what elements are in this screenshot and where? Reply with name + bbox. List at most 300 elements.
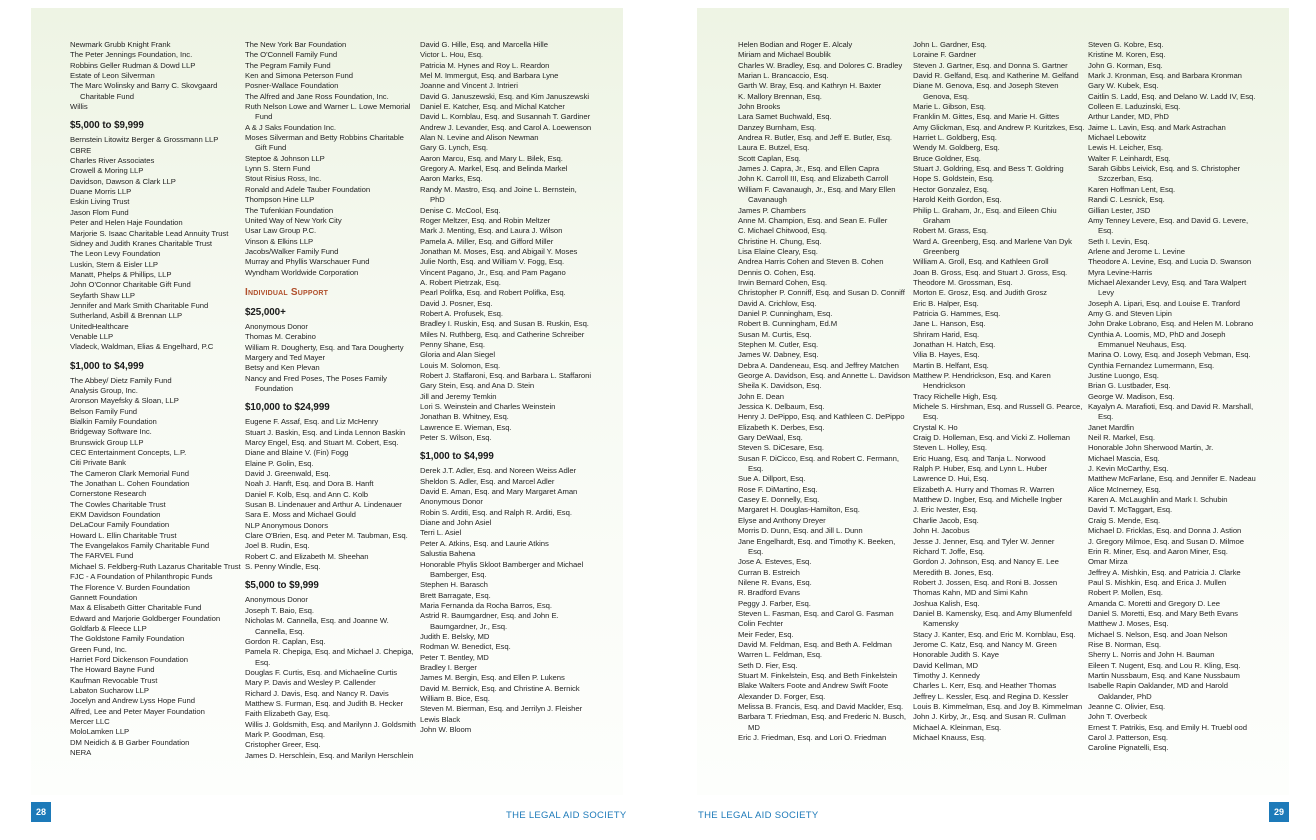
donor-entry: The Tufenkian Foundation bbox=[245, 205, 334, 215]
donor-entry: Alexander D. Forger, Esq. bbox=[738, 691, 826, 701]
donor-entry: Rodman W. Benedict, Esq. bbox=[420, 642, 511, 652]
donor-entry: Martin Nussbaum, Esq. and Kane Nussbaum bbox=[1088, 670, 1240, 680]
donor-entry: Mark J. Kronman, Esq. and Barbara Kronman bbox=[1088, 71, 1242, 81]
donor-entry: The Cameron Clark Memorial Fund bbox=[70, 468, 189, 478]
donor-entry: Stacy J. Kanter, Esq. and Eric M. Kornblau, Esq. bbox=[913, 629, 1076, 639]
donor-entry: Steven M. Bierman, Esq. and Jerrilyn J. Fleisher bbox=[420, 704, 583, 714]
donor-entry: Michael Alexander Levy, Esq. and Tara Walpert Levy bbox=[1088, 277, 1247, 298]
donor-entry: Betsy and Ken Plevan bbox=[245, 363, 320, 373]
donor-entry: David Kellman, MD bbox=[913, 660, 978, 670]
donor-entry: Peter T. Bentley, MD bbox=[420, 652, 489, 662]
donor-entry: CBRE bbox=[70, 145, 92, 155]
donor-entry: Duane Morris LLP bbox=[70, 187, 132, 197]
donor-entry: Harriet L. Goldberg, Esq. bbox=[913, 133, 997, 143]
donor-entry: Amy G. and Steven Lipin bbox=[1088, 308, 1172, 318]
donor-entry: Jerome C. Katz, Esq. and Nancy M. Green bbox=[913, 639, 1057, 649]
donor-entry: Warren L. Feldman, Esq. bbox=[738, 650, 823, 660]
donor-column-3 bbox=[420, 40, 592, 735]
donor-entry: Nicholas M. Cannella, Esq. and Joanne W. Cannella, Esq. bbox=[245, 616, 389, 636]
donor-entry: Robert J. Jossen, Esq. and Roni B. Jossen bbox=[913, 577, 1058, 587]
donor-entry: Steptoe & Johnson LLP bbox=[245, 153, 325, 163]
donor-entry: Eileen T. Nugent, Esq. and Lou R. Kling, Esq. bbox=[1088, 660, 1241, 670]
donor-entry: Peter A. Atkins, Esq. and Laurie Atkins bbox=[420, 538, 549, 548]
donor-entry: Labaton Sucharow LLP bbox=[70, 685, 149, 695]
donor-entry: Bradley I. Ruskin, Esq. and Susan B. Ruskin, Esq. bbox=[420, 319, 589, 329]
donor-entry: Janet Mardfin bbox=[1088, 422, 1134, 432]
donor-entry: Joan B. Gross, Esq. and Stuart J. Gross, Esq. bbox=[913, 267, 1068, 277]
donor-entry: NLP Anonymous Donors bbox=[245, 520, 329, 530]
donor-entry: George W. Madison, Esq. bbox=[1088, 391, 1175, 401]
donor-entry: Ralph P. Huber, Esq. and Lynn L. Huber bbox=[913, 464, 1047, 474]
donor-entry: Michael S. Feldberg-Ruth Lazarus Charitable Trust bbox=[70, 561, 241, 571]
donor-entry: Randi C. Lesnick, Esq. bbox=[1088, 195, 1165, 205]
donor-entry: Stephen M. Cutler, Esq. bbox=[738, 339, 819, 349]
donor-entry: Jeffrey L. Kessler, Esq. and Regina D. Kessler bbox=[913, 691, 1069, 701]
donor-entry: Pamela R. Chepiga, Esq. and Michael J. Chepiga, Esq. bbox=[245, 647, 414, 667]
donor-entry: Jason Flom Fund bbox=[70, 207, 129, 217]
donor-entry: Eskin Living Trust bbox=[70, 197, 130, 207]
donor-entry: Peggy J. Farber, Esq. bbox=[738, 598, 811, 608]
left-page bbox=[31, 8, 623, 795]
donor-entry: Jeanne C. Olivier, Esq. bbox=[1088, 702, 1166, 711]
donor-entry: Charles River Associates bbox=[70, 156, 155, 166]
donor-entry: Cornerstone Research bbox=[70, 489, 147, 499]
donor-entry: Edward and Marjorie Goldberger Foundation bbox=[70, 613, 221, 623]
donor-entry: Danzey Burnham, Esq. bbox=[738, 122, 817, 132]
donor-entry: David L. Kornblau, Esq. and Susannah T. Gardiner bbox=[420, 112, 591, 122]
donor-entry: Paul S. Mishkin, Esq. and Erica J. Mullen bbox=[1088, 577, 1227, 587]
donor-entry: Steven L. Holley, Esq. bbox=[913, 443, 987, 453]
donor-entry: Andrea Harris Cohen and Steven B. Cohen bbox=[738, 257, 884, 267]
donor-entry: Irwin Bernard Cohen, Esq. bbox=[738, 277, 827, 287]
donor-entry: The O'Connell Family Fund bbox=[245, 50, 338, 60]
donor-entry: Richard J. Davis, Esq. and Nancy R. Davis bbox=[245, 688, 389, 698]
donor-entry: Isabelle Rapin Oaklander, MD and Harold Oaklander, PhD bbox=[1088, 681, 1228, 701]
donor-entry: Brett Barragate, Esq. bbox=[420, 590, 491, 600]
donor-entry: Ken and Simona Peterson Fund bbox=[245, 71, 354, 81]
donor-entry: Steven G. Kobre, Esq. bbox=[1088, 40, 1164, 49]
donor-entry: Joel B. Rudin, Esq. bbox=[245, 541, 310, 551]
donor-entry: Mark J. Menting, Esq. and Laura J. Wilson bbox=[420, 226, 563, 236]
donor-entry: CEC Entertainment Concepts, L.P. bbox=[70, 448, 187, 458]
donor-entry: UnitedHealthcare bbox=[70, 321, 129, 331]
donor-entry: Elizabeth A. Hurry and Thomas R. Warren bbox=[913, 484, 1055, 494]
donor-entry: Meredith B. Jones, Esq. bbox=[913, 567, 994, 577]
donor-entry: Sheldon S. Adler, Esq. and Marcel Adler bbox=[420, 476, 555, 486]
donor-entry: Goldfarb & Fleece LLP bbox=[70, 623, 147, 633]
donor-entry: James P. Chambers bbox=[738, 205, 806, 215]
donor-entry: Gary DeWaal, Esq. bbox=[738, 433, 803, 443]
donor-entry: Richard T. Joffe, Esq. bbox=[913, 546, 985, 556]
donor-entry: Carol J. Patterson, Esq. bbox=[1088, 733, 1168, 743]
donor-column-6 bbox=[1088, 40, 1260, 754]
donor-entry: Marjorie S. Isaac Charitable Lead Annuity Trust bbox=[70, 228, 229, 238]
donor-entry: Blake Walters Foote and Andrew Swift Foote bbox=[738, 681, 889, 691]
donor-entry: David A. Crichlow, Esq. bbox=[738, 298, 817, 308]
donor-entry: Gordon J. Johnson, Esq. and Nancy E. Lee bbox=[913, 557, 1059, 567]
donor-entry: Robert J. Staffaroni, Esq. and Barbara L. Staffaroni bbox=[420, 371, 592, 380]
donor-entry: Ronald and Adele Tauber Foundation bbox=[245, 184, 371, 194]
donor-entry: Eugene F. Assaf, Esq. and Liz McHenry bbox=[245, 417, 379, 427]
donor-entry: Jill and Jeremy Temkin bbox=[420, 391, 497, 401]
donor-entry: Kristine M. Koren, Esq. bbox=[1088, 50, 1166, 60]
donor-entry: Venable LLP bbox=[70, 331, 114, 341]
donor-entry: Vinson & Elkins LLP bbox=[245, 236, 314, 246]
donor-entry: Seyfarth Shaw LLP bbox=[70, 290, 135, 300]
donor-entry: James J. Capra, Jr., Esq. and Ellen Capra bbox=[738, 164, 880, 174]
donor-entry: Peter and Helen Haje Foundation bbox=[70, 218, 183, 228]
donor-entry: Crowell & Moring LLP bbox=[70, 166, 144, 176]
donor-entry: The Peter Jennings Foundation, Inc. bbox=[70, 50, 193, 60]
donor-entry: Max & Elisabeth Gitter Charitable Fund bbox=[70, 603, 202, 613]
donor-entry: John H. Jacobus bbox=[913, 526, 970, 536]
donor-entry: Lawrence D. Hui, Esq. bbox=[913, 474, 989, 484]
donor-entry: Manatt, Phelps & Phillips, LLP bbox=[70, 269, 172, 279]
donor-entry: Douglas F. Curtis, Esq. and Michaeline Curtis bbox=[245, 667, 397, 677]
donor-entry: Terri L. Asiel bbox=[420, 528, 462, 538]
donor-entry: The Pegram Family Fund bbox=[245, 60, 331, 70]
donor-entry: Arthur Lander, MD, PhD bbox=[1088, 112, 1169, 122]
donor-entry: Marie L. Gibson, Esq. bbox=[913, 102, 986, 112]
donor-entry: Sherry L. Norris and John H. Bauman bbox=[1088, 650, 1215, 660]
donor-entry: Louis B. Kimmelman, Esq. and Joy B. Kimmelman bbox=[913, 702, 1083, 711]
donor-entry: Dennis O. Cohen, Esq. bbox=[738, 267, 816, 277]
donor-entry: Mary P. Davis and Wesley P. Callender bbox=[245, 678, 376, 688]
donor-entry: Analysis Group, Inc. bbox=[70, 385, 138, 395]
donor-entry: The Florence V. Burden Foundation bbox=[70, 582, 190, 592]
donor-entry: Susan B. Lindenauer and Arthur A. Lindenauer bbox=[245, 500, 402, 510]
donor-entry: Aronson Mayefsky & Sloan, LLP bbox=[70, 396, 179, 406]
donor-entry: The Goldstone Family Foundation bbox=[70, 634, 185, 644]
donor-entry: Lewis Black bbox=[420, 714, 461, 724]
donor-entry: Murray and Phyllis Warschauer Fund bbox=[245, 257, 370, 267]
donor-entry: Marian L. Brancaccio, Esq. bbox=[738, 71, 829, 81]
donor-entry: Christine H. Chung, Esq. bbox=[738, 236, 822, 246]
donor-entry: Andrew J. Levander, Esq. and Carol A. Loewenson bbox=[420, 122, 592, 132]
donor-entry: Julie North, Esq. and William V. Fogg, Esq. bbox=[420, 257, 565, 267]
donor-entry: Wendy M. Goldberg, Esq. bbox=[913, 143, 1000, 153]
donor-entry: A & J Saks Foundation Inc. bbox=[245, 122, 337, 132]
donor-entry: Bradley I. Berger bbox=[420, 662, 477, 672]
donor-entry: Walter F. Leinhardt, Esq. bbox=[1088, 153, 1171, 163]
donor-entry: Amanda C. Moretti and Gregory D. Lee bbox=[1088, 598, 1220, 608]
donor-entry: David J. Greenwald, Esq. bbox=[245, 469, 331, 479]
donor-entry: Thomas Kahn, MD and Simi Kahn bbox=[913, 588, 1028, 598]
donor-entry: Gannett Foundation bbox=[70, 592, 138, 602]
donor-entry: J. Kevin McCarthy, Esq. bbox=[1088, 464, 1169, 474]
donor-entry: Green Fund, Inc. bbox=[70, 644, 127, 654]
donor-entry: Sutherland, Asbill & Brennan LLP bbox=[70, 311, 183, 321]
donor-entry: Alice McInerney, Esq. bbox=[1088, 484, 1161, 494]
donor-entry: John W. Bloom bbox=[420, 725, 472, 734]
donor-entry: Mel M. Immergut, Esq. and Barbara Lyne bbox=[420, 71, 559, 81]
right-page bbox=[697, 8, 1289, 795]
donor-entry: Garth W. Bray, Esq. and Kathryn H. Baxter bbox=[738, 81, 882, 91]
donor-entry: Steven S. DiCesare, Esq. bbox=[738, 443, 824, 453]
donor-entry: Susan M. Curtis, Esq. bbox=[738, 329, 812, 339]
donor-entry: Joseph T. Baio, Esq. bbox=[245, 605, 314, 615]
donor-entry: Robert P. Mollen, Esq. bbox=[1088, 588, 1163, 598]
donor-entry: Arlene and Jerome L. Levine bbox=[1088, 246, 1185, 256]
donor-entry: John K. Carroll III, Esq. and Elizabeth Carroll bbox=[738, 174, 889, 184]
donor-entry: Seth D. Fier, Esq. bbox=[738, 660, 798, 670]
donor-entry: Caroline Pignatelli, Esq. bbox=[1088, 743, 1169, 753]
donor-entry: J. Gregory Milmoe, Esq. and Susan D. Milmoe bbox=[1088, 536, 1244, 546]
donor-entry: Margaret H. Douglas-Hamilton, Esq. bbox=[738, 505, 860, 515]
donor-entry: Hope S. Goldstein, Esq. bbox=[913, 174, 994, 184]
donor-entry: Ruth Nelson Lowe and Warner L. Lowe Memorial Fund bbox=[245, 102, 411, 122]
donor-entry: Jaime L. Lavin, Esq. and Mark Astrachan bbox=[1088, 122, 1226, 132]
donor-entry: The FARVEL Fund bbox=[70, 551, 134, 561]
donor-entry: Sue A. Dillport, Esq. bbox=[738, 474, 806, 484]
donor-entry: Wyndham Worldwide Corporation bbox=[245, 267, 359, 277]
donor-entry: Sidney and Judith Kranes Charitable Trust bbox=[70, 238, 212, 248]
donor-entry: Moses Silverman and Betty Robbins Charitable Gift Fund bbox=[245, 133, 404, 153]
donor-entry: DeLaCour Family Foundation bbox=[70, 520, 170, 530]
donor-entry: Matthew J. Moses, Esq. bbox=[1088, 619, 1169, 629]
donor-entry: Myra Levine-Harris bbox=[1088, 267, 1153, 277]
donor-entry: Aaron Marks, Esq. bbox=[420, 174, 483, 184]
donor-entry: Robbins Geller Rudman & Dowd LLP bbox=[70, 60, 196, 70]
donor-entry: Nancy and Fred Poses, The Poses Family Foundation bbox=[245, 373, 387, 393]
donor-entry: Lisa Elaine Cleary, Esq. bbox=[738, 246, 818, 256]
donor-entry: Barbara T. Friedman, Esq. and Frederic N. Busch, MD bbox=[738, 712, 906, 732]
donor-entry: David J. Posner, Esq. bbox=[420, 298, 493, 308]
donor-entry: Elizabeth K. Derbes, Esq. bbox=[738, 422, 825, 432]
footer-title-right: THE LEGAL AID SOCIETY bbox=[698, 810, 819, 821]
donor-entry: Cristopher Greer, Esq. bbox=[245, 740, 321, 750]
donor-entry: Joanne and Vincent J. Intrieri bbox=[420, 81, 518, 91]
donor-entry: Harriet Ford Dickenson Foundation bbox=[70, 654, 188, 664]
donor-entry: Matthew P. Hendrickson, Esq. and Karen Hendrickson bbox=[913, 371, 1051, 391]
donor-entry: Gloria and Alan Siegel bbox=[420, 350, 495, 360]
donor-entry: Amy Glickman, Esq. and Andrew P. Kuritzkes, Esq. bbox=[913, 122, 1085, 132]
donor-entry: Sara E. Moss and Michael Gould bbox=[245, 510, 356, 520]
section-heading: Individual Support bbox=[245, 286, 329, 298]
donor-entry: David M. Bernick, Esq. and Christine A. Bernick bbox=[420, 683, 580, 693]
donor-entry: Lawrence E. Wieman, Esq. bbox=[420, 422, 512, 432]
donor-entry: Matthew D. Ingber, Esq. and Michelle Ingber bbox=[913, 495, 1063, 505]
giving-level-heading: $5,000 to $9,999 bbox=[245, 580, 319, 592]
donor-entry: David T. McTaggart, Esq. bbox=[1088, 505, 1173, 515]
donor-entry: Patricia G. Hammes, Esq. bbox=[913, 308, 1001, 318]
donor-entry: Usar Law Group P.C. bbox=[245, 226, 317, 236]
donor-entry: Thompson Hine LLP bbox=[245, 195, 315, 205]
donor-entry: William R. Dougherty, Esq. and Tara Dougherty bbox=[245, 342, 404, 352]
donor-entry: Gregory A. Markel, Esq. and Belinda Markel bbox=[420, 164, 568, 174]
donor-entry: Peter S. Wilson, Esq. bbox=[420, 433, 492, 443]
donor-entry: Willis J. Goldsmith, Esq. and Marilynn J. Goldsmith bbox=[245, 719, 416, 729]
donor-column-5 bbox=[913, 40, 1085, 743]
donor-entry: Jeffrey A. Mishkin, Esq. and Patricia J. Clarke bbox=[1088, 567, 1241, 577]
donor-entry: Bernstein Litowitz Berger & Grossmann LLP bbox=[70, 135, 219, 145]
donor-entry: Nilene R. Evans, Esq. bbox=[738, 577, 812, 587]
donor-column-1 bbox=[70, 40, 242, 758]
donor-entry: John T. Overbeck bbox=[1088, 712, 1147, 722]
donor-entry: Crystal K. Ho bbox=[913, 422, 958, 432]
donor-entry: Philip L. Graham, Jr., Esq. and Eileen Chiu Graham bbox=[913, 205, 1057, 225]
donor-entry: FJC - A Foundation of Philanthropic Funds bbox=[70, 572, 213, 582]
donor-entry: Clare O'Brien, Esq. and Peter M. Taubman, Esq. bbox=[245, 531, 408, 541]
donor-entry: Stuart M. Finkelstein, Esq. and Beth Finkelstein bbox=[738, 670, 898, 680]
donor-entry: Randy M. Mastro, Esq. and Joine L. Bernstein, PhD bbox=[420, 184, 577, 205]
donor-entry: Jane L. Hanson, Esq. bbox=[913, 319, 986, 329]
donor-entry: Charles L. Kerr, Esq. and Heather Thomas bbox=[913, 681, 1057, 691]
donor-entry: Honorable John Sherwood Martin, Jr. bbox=[1088, 443, 1214, 453]
donor-entry: Michael Lebowitz bbox=[1088, 133, 1147, 143]
donor-entry: Michael Knauss, Esq. bbox=[913, 733, 986, 743]
donor-entry: Rose F. DiMartino, Esq. bbox=[738, 484, 818, 494]
donor-entry: Ernest T. Patrikis, Esq. and Emily H. Truebl ood bbox=[1088, 722, 1247, 732]
donor-entry: Daniel E. Katcher, Esq. and Michal Katcher bbox=[420, 102, 565, 112]
donor-entry: Elyse and Anthony Dreyer bbox=[738, 515, 826, 525]
donor-entry: Stout Risius Ross, Inc. bbox=[245, 174, 322, 184]
donor-entry: Matthew S. Furman, Esq. and Judith B. Hecker bbox=[245, 698, 404, 708]
donor-entry: Gary W. Kubek, Esq. bbox=[1088, 81, 1159, 91]
donor-entry: Robin S. Arditi, Esq. and Ralph R. Arditi, Esq. bbox=[420, 507, 572, 517]
donor-entry: Diane and Blaine V. (Fin) Fogg bbox=[245, 448, 349, 458]
donor-entry: Gillian Lester, JSD bbox=[1088, 205, 1151, 215]
donor-entry: The Cowles Charitable Trust bbox=[70, 499, 166, 509]
donor-entry: Diane M. Genova, Esq. and Joseph Steven Genova, Esq. bbox=[913, 81, 1059, 101]
donor-entry: Jose A. Esteves, Esq. bbox=[738, 557, 812, 567]
donor-entry: Michael D. Fricklas, Esq. and Donna J. Astion bbox=[1088, 526, 1242, 536]
donor-entry: Anonymous Donor bbox=[420, 497, 483, 507]
donor-entry: Scott Caplan, Esq. bbox=[738, 153, 801, 163]
donor-entry: John L. Gardner, Esq. bbox=[913, 40, 987, 49]
donor-entry: Jennifer and Mark Smith Charitable Fund bbox=[70, 300, 209, 310]
donor-entry: Anonymous Donor bbox=[245, 595, 308, 605]
donor-entry: C. Michael Chitwood, Esq. bbox=[738, 226, 827, 236]
donor-entry: Kayalyn A. Marafioti, Esq. and David R. Marshall, Esq. bbox=[1088, 402, 1254, 422]
donor-entry: Charles W. Bradley, Esq. and Dolores C. Bradley bbox=[738, 60, 903, 70]
donor-entry: Robert M. Grass, Esq. bbox=[913, 226, 988, 236]
donor-entry: Estate of Leon Silverman bbox=[70, 71, 155, 81]
donor-entry: Tracy Richelle High, Esq. bbox=[913, 391, 998, 401]
donor-entry: MoloLamken LLP bbox=[70, 727, 130, 737]
donor-entry: Theodore M. Grossman, Esq. bbox=[913, 277, 1013, 287]
donor-entry: Debra A. Dandeneau, Esq. and Jeffrey Matchen bbox=[738, 360, 899, 370]
donor-entry: Posner-Wallace Foundation bbox=[245, 81, 339, 91]
donor-entry: Susan F. DiCicco, Esq. and Robert C. Fermann, Esq. bbox=[738, 453, 899, 474]
donor-entry: Meir Feder, Esq. bbox=[738, 629, 794, 639]
donor-entry: David E. Aman, Esq. and Mary Margaret Aman bbox=[420, 487, 578, 497]
donor-entry: Jonathan M. Moses, Esq. and Abigail Y. Moses bbox=[420, 246, 578, 256]
donor-entry: Marina O. Lowy, Esq. and Joseph Vebman, Esq. bbox=[1088, 350, 1251, 360]
donor-entry: Bialkin Family Foundation bbox=[70, 417, 157, 426]
donor-entry: Lewis H. Leicher, Esq. bbox=[1088, 143, 1163, 153]
donor-entry: Franklin M. Gittes, Esq. and Marie H. Gittes bbox=[913, 112, 1060, 122]
donor-entry: John O'Connor Charitable Gift Fund bbox=[70, 280, 191, 290]
donor-entry: Patricia M. Hynes and Roy L. Reardon bbox=[420, 60, 550, 70]
donor-entry: Michael Mascia, Esq. bbox=[1088, 453, 1160, 463]
donor-entry: Joshua Kalish, Esq. bbox=[913, 598, 980, 608]
donor-entry: Helen Bodian and Roger E. Alcaly bbox=[738, 40, 853, 49]
donor-entry: Luskin, Stern & Eisler LLP bbox=[70, 259, 159, 269]
donor-entry: The Abbey/ Dietz Family Fund bbox=[70, 375, 172, 385]
donor-entry: A. Robert Pietrzak, Esq. bbox=[420, 277, 501, 287]
donor-entry: Vladeck, Waldman, Elias & Engelhard, P.C bbox=[70, 342, 214, 352]
donor-entry: Theodore A. Levine, Esq. and Lucia D. Swanson bbox=[1088, 257, 1252, 267]
donor-entry: Salustia Bahena bbox=[420, 549, 476, 559]
giving-level-heading: $10,000 to $24,999 bbox=[245, 402, 330, 414]
giving-level-heading: $1,000 to $4,999 bbox=[420, 451, 494, 463]
donor-entry: Michael S. Nelson, Esq. and Joan Nelson bbox=[1088, 629, 1228, 639]
donor-entry: William B. Bice, Esq. bbox=[420, 693, 490, 703]
donor-entry: NERA bbox=[70, 748, 92, 757]
giving-level-heading: $25,000+ bbox=[245, 306, 286, 318]
donor-entry: Lara Samet Buchwald, Esq. bbox=[738, 112, 832, 122]
donor-entry: Omar Mirza bbox=[1088, 557, 1128, 567]
donor-entry: Jane Engelhardt, Esq. and Timothy K. Beeken, Esq. bbox=[738, 536, 896, 556]
donor-entry: Alfred, Lee and Peter Mayer Foundation bbox=[70, 706, 205, 716]
donor-entry: James W. Dabney, Esq. bbox=[738, 350, 819, 360]
donor-entry: Casey E. Donnelly, Esq. bbox=[738, 495, 820, 505]
donor-entry: Stephen H. Barasch bbox=[420, 580, 488, 590]
donor-entry: Laura E. Butzel, Esq. bbox=[738, 143, 810, 153]
donor-entry: Matthew McFarlane, Esq. and Jennifer E. Nadeau bbox=[1088, 474, 1256, 484]
donor-entry: Cynthia A. Loomis, MD, PhD and Joseph Emmanuel Neuhaus, Esq. bbox=[1088, 329, 1226, 349]
donor-entry: Amy Tenney Levere, Esq. and David G. Levere, Esq. bbox=[1088, 215, 1249, 236]
donor-entry: Faith Elizabeth Gay, Esq. bbox=[245, 709, 330, 719]
donor-entry: Stuart J. Goldring, Esq. and Bess T. Goldring bbox=[913, 164, 1064, 174]
donor-entry: Robert C. and Elizabeth M. Sheehan bbox=[245, 551, 369, 561]
donor-entry: Joseph A. Lipari, Esq. and Louise E. Tranford bbox=[1088, 298, 1241, 308]
donor-entry: Maria Fernanda da Rocha Barros, Esq. bbox=[420, 600, 552, 610]
donor-entry: Gordon R. Caplan, Esq. bbox=[245, 636, 326, 646]
donor-entry: Colin Fechter bbox=[738, 619, 784, 629]
donor-entry: John Drake Lobrano, Esq. and Helen M. Lobrano bbox=[1088, 319, 1254, 329]
donor-entry: Bridgeway Software Inc. bbox=[70, 427, 152, 437]
donor-entry: Pamela A. Miller, Esq. and Gifford Miller bbox=[420, 236, 554, 246]
donor-entry: Morton E. Grosz, Esq. and Judith Grosz bbox=[913, 288, 1047, 298]
donor-entry: Daniel B. Kamensky, Esq. and Amy Blumenfeld Kamensky bbox=[913, 608, 1072, 629]
donor-entry: Kaufman Revocable Trust bbox=[70, 675, 158, 685]
donor-entry: Martin B. Helfant, Esq. bbox=[913, 360, 989, 370]
donor-entry: Steven L. Fasman, Esq. and Carol G. Fasman bbox=[738, 608, 894, 618]
donor-entry: John Brooks bbox=[738, 102, 781, 112]
donor-entry: Bruce Goldner, Esq. bbox=[913, 153, 981, 163]
donor-entry: Vincent Pagano, Jr., Esq. and Pam Pagano bbox=[420, 267, 566, 277]
donor-entry: Victor L. Hou, Esq. bbox=[420, 50, 484, 60]
donor-entry: DM Neidich & B Garber Foundation bbox=[70, 737, 190, 747]
donor-entry: Elaine P. Golin, Esq. bbox=[245, 458, 314, 468]
donor-entry: Miriam and Michael Boublik bbox=[738, 50, 831, 60]
donor-entry: Penny Shane, Esq. bbox=[420, 339, 485, 349]
donor-entry: Jesse J. Jenner, Esq. and Tyler W. Jenner bbox=[913, 536, 1055, 546]
donor-entry: Derek J.T. Adler, Esq. and Noreen Weiss Adler bbox=[420, 466, 577, 476]
giving-level-heading: $5,000 to $9,999 bbox=[70, 120, 144, 132]
donor-entry: Howard L. Ellin Charitable Trust bbox=[70, 530, 177, 540]
donor-entry: Willis bbox=[70, 102, 88, 112]
donor-entry: Jonathan B. Whitney, Esq. bbox=[420, 412, 509, 422]
donor-entry: David G. Hille, Esq. and Marcella Hille bbox=[420, 40, 548, 49]
donor-entry: Stuart J. Baskin, Esq. and Linda Lennon Baskin bbox=[245, 427, 406, 437]
donor-entry: Curran B. Estreich bbox=[738, 567, 800, 577]
donor-entry: Davidson, Dawson & Clark LLP bbox=[70, 176, 176, 186]
donor-entry: Denise C. McCool, Esq. bbox=[420, 205, 501, 215]
donor-entry: Loraine F. Gardner bbox=[913, 50, 977, 60]
page-number-left: 28 bbox=[31, 802, 51, 822]
donor-entry: Belson Family Fund bbox=[70, 406, 138, 416]
donor-entry: Christopher P. Conniff, Esq. and Susan D. Conniff bbox=[738, 288, 905, 298]
donor-entry: Margery and Ted Mayer bbox=[245, 352, 325, 362]
donor-entry: Craig D. Holleman, Esq. and Vicki Z. Holleman bbox=[913, 433, 1070, 443]
donor-entry: Cynthia Fernandez Lumermann, Esq. bbox=[1088, 360, 1215, 370]
donor-entry: John J. Kirby, Jr., Esq. and Susan R. Cullman bbox=[913, 712, 1066, 722]
donor-entry: K. Mallory Brennan, Esq. bbox=[738, 91, 822, 101]
donor-entry: Craig S. Mende, Esq. bbox=[1088, 515, 1161, 525]
